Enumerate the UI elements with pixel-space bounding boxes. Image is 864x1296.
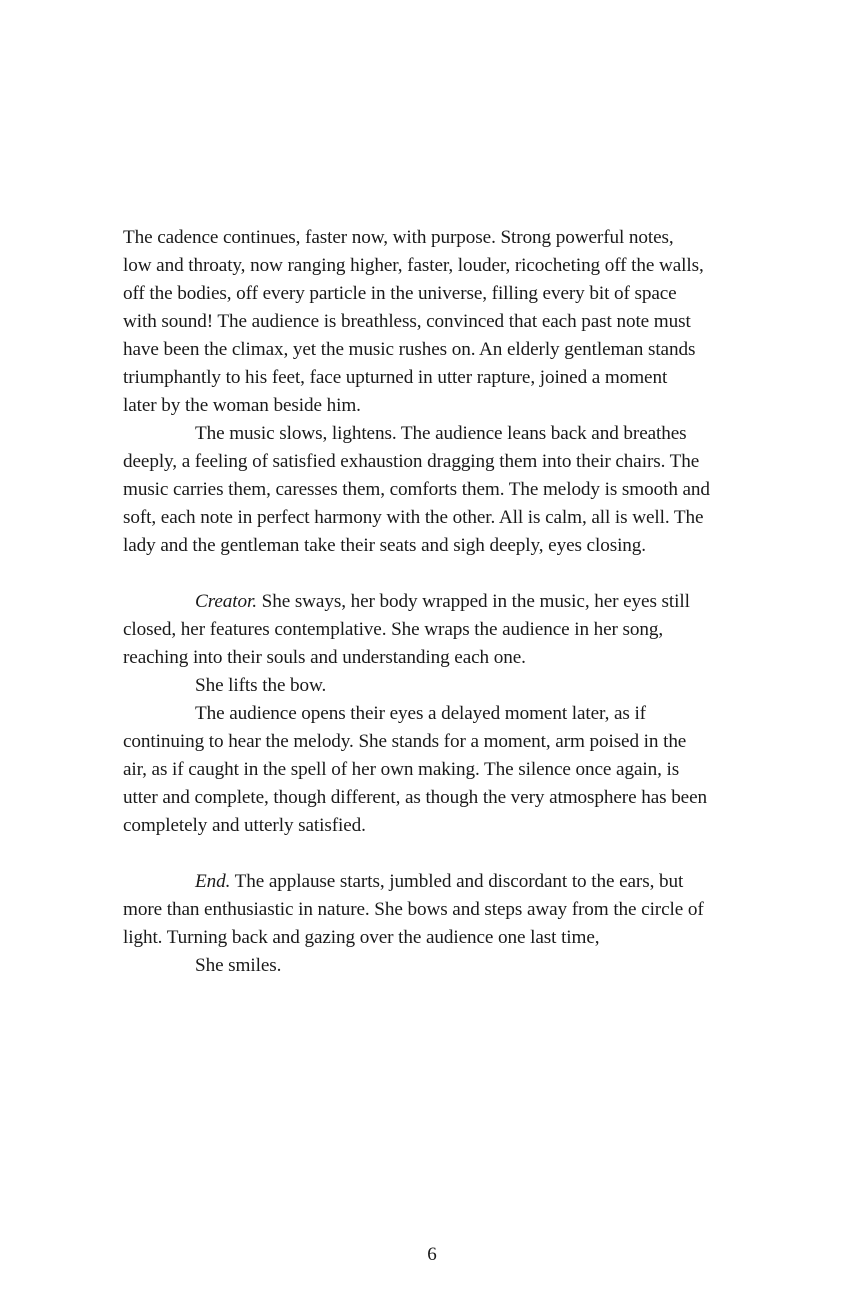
text-line: The music slows, lightens. The audience leans back and breathes <box>195 423 687 444</box>
text-line: completely and utterly satisfied. <box>123 815 366 836</box>
paragraph-music-slows <box>123 420 749 560</box>
page-number: 6 <box>427 1244 437 1265</box>
text-line: more than enthusiastic in nature. She bows and steps away from the circle of <box>123 899 704 920</box>
text-line: closed, her features contemplative. She wraps the audience in her song, <box>123 619 664 640</box>
text-line: soft, each note in perfect harmony with the other. All is calm, all is well. The <box>123 507 704 528</box>
text-line <box>123 868 749 896</box>
text-line: with sound! The audience is breathless, convinced that each past note must <box>123 311 691 332</box>
text-line: utter and complete, though different, as though the very atmosphere has been <box>123 787 708 808</box>
text-line: triumphantly to his feet, face upturned in utter rapture, joined a moment <box>123 367 668 388</box>
text-line: She smiles. <box>195 955 282 976</box>
paragraph-audience-opens <box>123 700 749 840</box>
text-line: She lifts the bow. <box>195 675 327 696</box>
section-label-creator: Creator. <box>195 591 257 612</box>
text-line: off the bodies, off every particle in the universe, filling every bit of space <box>123 283 677 304</box>
text-line: The cadence continues, faster now, with purpose. Strong powerful notes, <box>123 227 674 248</box>
section-label-end: End. <box>195 871 231 892</box>
paragraph-cadence <box>123 224 749 420</box>
text-line <box>123 588 749 616</box>
text-line: have been the climax, yet the music rushes on. An elderly gentleman stands <box>123 339 696 360</box>
text-line: deeply, a feeling of satisfied exhaustion dragging them into their chairs. The <box>123 451 700 472</box>
text-line: reaching into their souls and understanding each one. <box>123 647 526 668</box>
paragraph-lifts-bow <box>123 672 749 700</box>
paragraph-smiles <box>123 952 749 980</box>
text-line: light. Turning back and gazing over the audience one last time, <box>123 927 600 948</box>
text-line: lady and the gentleman take their seats and sigh deeply, eyes closing. <box>123 535 646 556</box>
paragraph-end <box>123 868 749 952</box>
text-line: music carries them, caresses them, comforts them. The melody is smooth and <box>123 479 710 500</box>
text-line: later by the woman beside him. <box>123 395 361 416</box>
text-line: low and throaty, now ranging higher, faster, louder, ricocheting off the walls, <box>123 255 704 276</box>
text-line: The audience opens their eyes a delayed moment later, as if <box>195 703 646 724</box>
paragraph-creator <box>123 588 749 672</box>
text-line: air, as if caught in the spell of her own making. The silence once again, is <box>123 759 680 780</box>
text-line-rest: She sways, her body wrapped in the music, her eyes still <box>256 591 690 612</box>
text-line-rest: The applause starts, jumbled and discordant to the ears, but <box>230 871 684 892</box>
body-text <box>123 224 749 980</box>
text-line: continuing to hear the melody. She stands for a moment, arm poised in the <box>123 731 687 752</box>
